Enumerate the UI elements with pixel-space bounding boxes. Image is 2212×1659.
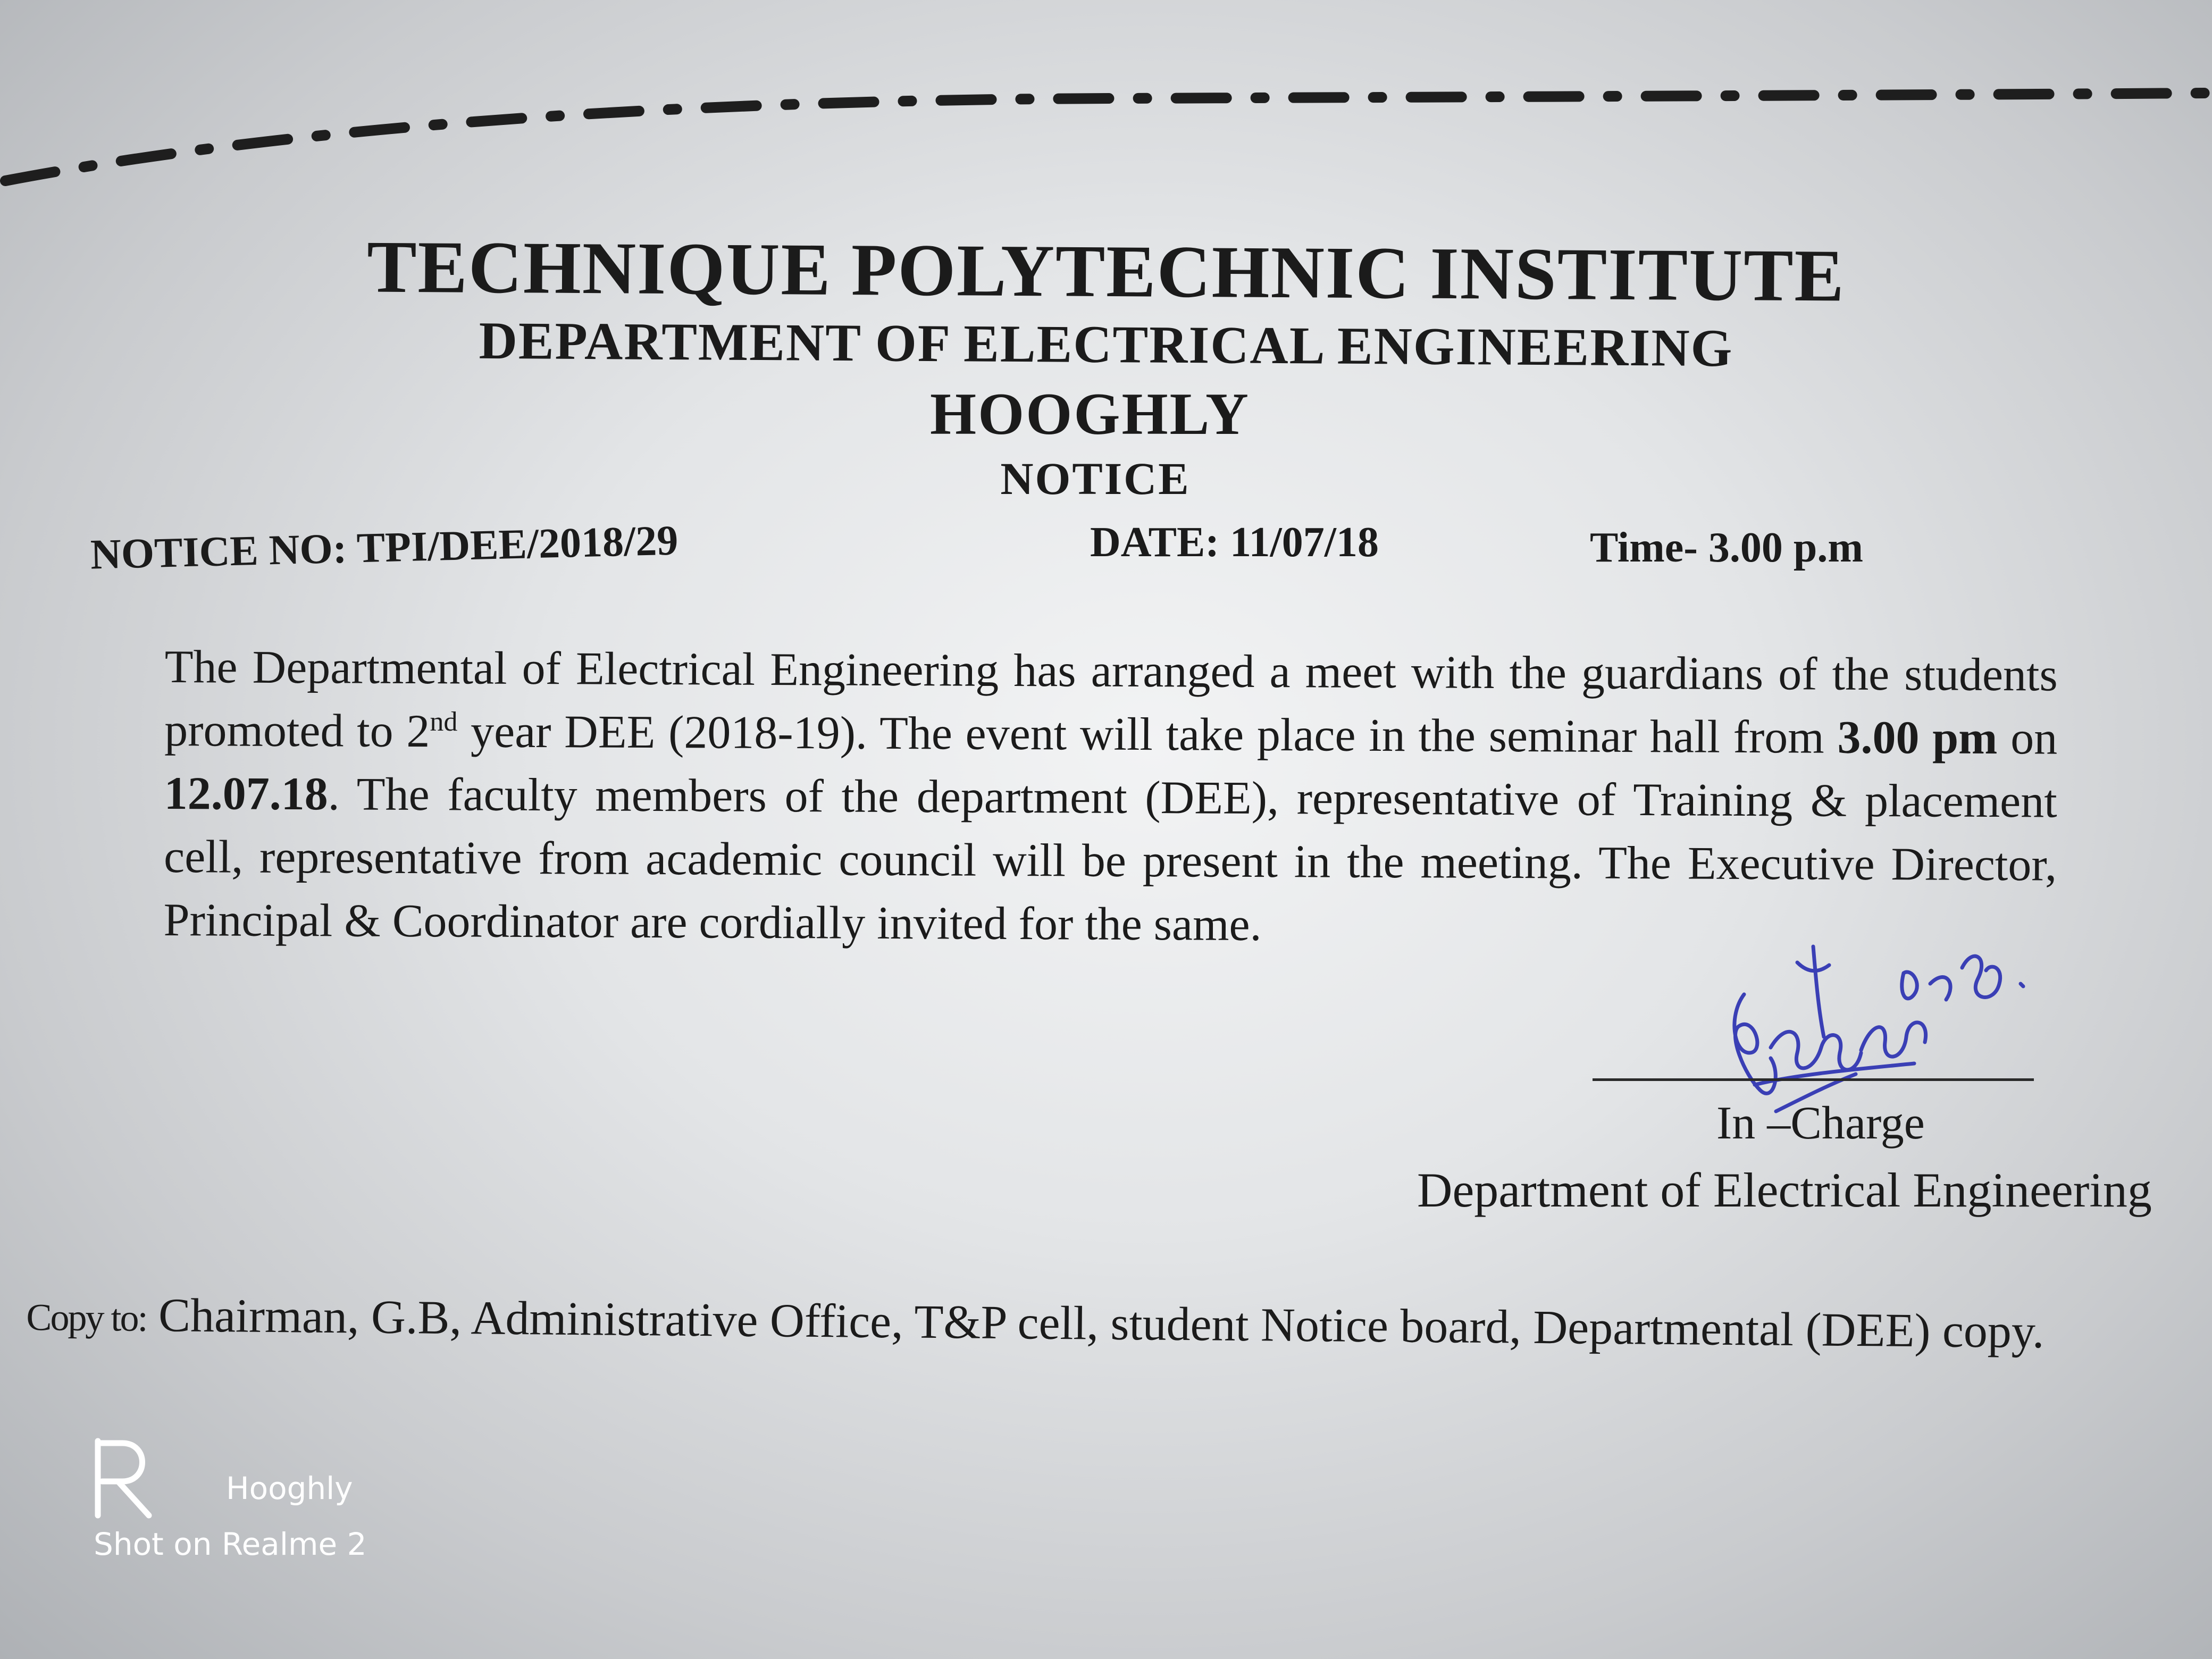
watermark-location: Hooghly (226, 1470, 353, 1506)
signatory-department: Department of Electrical Engineering (1417, 1163, 2152, 1217)
ordinal-suffix: nd (430, 706, 458, 738)
body-part-2: year DEE (2018-19). The event will take place in the seminar hall from (457, 706, 1838, 764)
notice-number: NOTICE NO: TPI/DEE/2018/29 (90, 517, 679, 579)
body-part-3: on (1997, 713, 2058, 765)
copy-to-label: Copy to: (26, 1295, 147, 1339)
event-time: 3.00 pm (1837, 711, 1998, 765)
camera-watermark (90, 1436, 463, 1574)
notice-body (163, 635, 2058, 960)
notice-heading: NOTICE (1000, 453, 1191, 504)
signature-line (1593, 1078, 2034, 1081)
watermark-device: Shot on Realme 2 (94, 1526, 367, 1562)
signatory-title: In –Charge (1716, 1097, 1925, 1149)
notice-date: DATE: 11/07/18 (1090, 519, 1379, 566)
institute-name: TECHNIQUE POLYTECHNIC INSTITUTE (366, 225, 1846, 317)
body-part-4: . The faculty members of the department (DEE), representative of Training & placement cell, representative from academic council will be present in the meeting. The Executive Director, Principal & Coordinator are cordially invited for the same. (163, 768, 2057, 951)
copy-to-recipients: Chairman, G.B, Administrative Office, T&P cell, student Notice board, Departmental (DEE) copy. (146, 1288, 2045, 1359)
body-part-1: The Departmental of Electrical Engineering has arranged a meet with the guardians of the students promoted to 2 (164, 641, 2058, 758)
realme-r-logo-icon (90, 1436, 154, 1521)
department-name: DEPARTMENT OF ELECTRICAL ENGINEERING (479, 311, 1733, 378)
location-name: HOOGHLY (930, 381, 1250, 447)
notice-time: Time- 3.00 p.m (1590, 524, 1864, 571)
copy-to-line (26, 1287, 2045, 1359)
event-date: 12.07.18 (164, 767, 328, 820)
perforation-line (0, 0, 2212, 213)
